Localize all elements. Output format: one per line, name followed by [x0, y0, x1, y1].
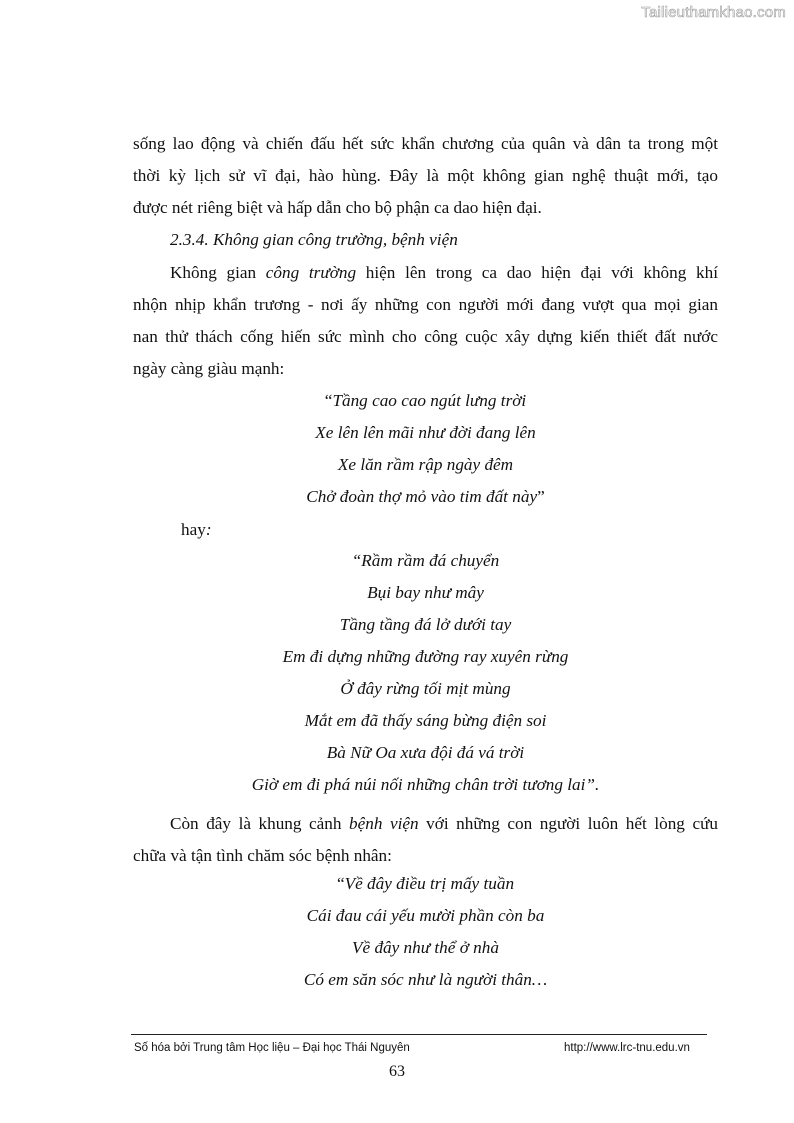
paragraph-line: sống lao động và chiến đấu hết sức khẩn chương của quân và dân ta trong một: [133, 134, 718, 153]
verse-text: Chở đoàn thợ mỏ vào tim đất này: [306, 487, 538, 506]
emphasis-text: công trường: [265, 263, 357, 282]
verse-line: Có em săn sóc như là người thân…: [303, 970, 548, 989]
verse-text: Về đây điều trị mấy tuần: [344, 874, 515, 893]
footer-source: Số hóa bởi Trung tâm Học liệu – Đại học Thái Nguyên: [134, 1042, 410, 1054]
paragraph-line: được nét riêng biệt và hấp dẫn cho bộ phận ca dao hiện đại.: [133, 198, 542, 217]
open-quote: “: [324, 391, 333, 410]
paragraph-line: [133, 257, 718, 289]
paragraph-line: thời kỳ lịch sử vĩ đại, hào hùng. Đây là một không gian nghệ thuật mới, tạo: [133, 166, 718, 185]
verse-line: Tầng tầng đá lở dưới tay: [339, 615, 512, 634]
paragraph-line: [133, 808, 718, 840]
close-quote: ”: [537, 487, 545, 506]
watermark: Tailieuthamkhao.com: [641, 4, 786, 21]
verse-line: Bà Nữ Oa xưa đội đá vá trời: [326, 743, 525, 762]
verse-line: Ở đây rừng tối mịt mùng: [340, 679, 511, 698]
footer-url: http://www.lrc-tnu.edu.vn: [564, 1042, 690, 1054]
connector-colon: :: [205, 520, 212, 539]
verse-line: [133, 391, 718, 411]
verse-line: [133, 487, 718, 507]
section-heading: 2.3.4. Không gian công trường, bệnh viện: [170, 230, 458, 249]
verse-line: Cái đau cái yếu mười phần còn ba: [306, 906, 545, 925]
verse-text: Tầng cao cao ngút lưng trời: [332, 391, 527, 410]
text-run: Còn đây là khung cảnh: [170, 814, 350, 833]
paragraph-line: chữa và tận tình chăm sóc bệnh nhân:: [133, 846, 392, 865]
paragraph-line: nhộn nhịp khẩn trương - nơi ấy những con người mới đang vượt qua mọi gian: [133, 295, 718, 314]
connector-word: hay: [181, 520, 206, 539]
text-run: hiện lên trong ca dao hiện đại với không khí: [356, 263, 718, 282]
verse-line: “Rầm rầm đá chuyển: [351, 551, 500, 570]
open-quote: “: [336, 874, 345, 893]
emphasis-text: bệnh viện: [349, 814, 419, 833]
verse-line: Mắt em đã thấy sáng bừng điện soi: [304, 711, 547, 730]
connector-text: [181, 520, 212, 540]
verse-line: Bụi bay như mây: [367, 583, 484, 602]
footer-divider: [131, 1034, 707, 1035]
text-run: Không gian: [170, 263, 266, 282]
page-number: 63: [389, 1063, 405, 1080]
verse-line: Xe lăn rầm rập ngày đêm: [337, 455, 514, 474]
verse-line: Về đây như thể ở nhà: [352, 938, 499, 957]
paragraph-line: ngày càng giàu mạnh:: [133, 359, 285, 378]
text-run: với những con người luôn hết lòng cứu: [418, 814, 718, 833]
verse-line: [133, 874, 718, 894]
verse-line: Em đi dựng những đường ray xuyên rừng: [282, 647, 569, 666]
paragraph-line: nan thử thách cống hiến sức mình cho công cuộc xây dựng kiến thiết đất nước: [133, 327, 718, 346]
verse-line: Giờ em đi phá núi nối những chân trời tương lai”.: [251, 775, 600, 794]
verse-line: Xe lên lên mãi như đời đang lên: [315, 423, 536, 442]
